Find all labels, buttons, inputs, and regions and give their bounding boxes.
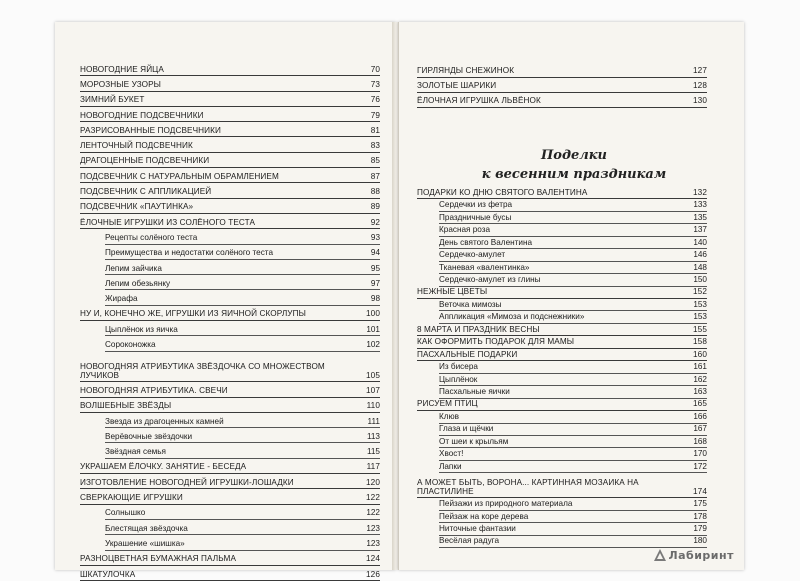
toc-entry xyxy=(80,77,380,91)
toc-entry xyxy=(80,490,380,504)
labirint-logo-icon xyxy=(654,549,666,561)
toc-entry-title: СВЕРКАЮЩИЕ ИГРУШКИ xyxy=(80,493,183,503)
toc-entry xyxy=(105,230,380,244)
toc-entry xyxy=(439,275,707,286)
toc-entry-page: 94 xyxy=(370,248,380,258)
toc-entry xyxy=(105,521,380,535)
toc-entry-title: Преимущества и недостатки солёного теста xyxy=(105,248,274,258)
toc-entry-title: Ниточные фантазии xyxy=(439,523,516,533)
toc-entry xyxy=(417,350,707,361)
toc-entry-page: 133 xyxy=(693,200,707,210)
toc-entry xyxy=(80,552,380,566)
toc-entry xyxy=(80,169,380,183)
toc-entry-title: РИСУЕМ ПТИЦ xyxy=(417,399,478,409)
toc-entry-title: Весёлая радуга xyxy=(439,536,500,546)
toc-entry-title: Цыплёнок из яичка xyxy=(105,324,178,334)
toc-entry xyxy=(80,200,380,214)
toc-entry xyxy=(80,399,380,413)
toc-entry-title: Сердечко-амулет из глины xyxy=(439,274,541,284)
toc-entry-title: Цыплёнок xyxy=(439,374,478,384)
toc-entry xyxy=(105,322,380,336)
toc-entry xyxy=(105,506,380,520)
toc-entry-page: 102 xyxy=(366,340,380,350)
toc-entry xyxy=(105,246,380,260)
toc-entry-title: Жирафа xyxy=(105,294,138,304)
toc-entry-page: 178 xyxy=(693,511,707,521)
toc-entry xyxy=(105,414,380,428)
toc-entry-page: 93 xyxy=(370,232,380,242)
toc-entry-page: 87 xyxy=(370,171,380,181)
toc-entry-title: Лапки xyxy=(439,461,462,471)
toc-entry-page: 153 xyxy=(693,299,707,309)
toc-entry-title: УКРАШАЕМ ЁЛОЧКУ. ЗАНЯТИЕ - БЕСЕДА xyxy=(80,462,247,472)
toc-entry-page: 97 xyxy=(370,278,380,288)
toc-entry xyxy=(439,313,707,324)
toc-entry-title: НОВОГОДНЯЯ АТРИБУТИКА ЗВЁЗДОЧКА СО МНОЖЕСТВОМ ЛУЧИКОВ xyxy=(80,362,325,380)
toc-entry-title: МОРОЗНЫЕ УЗОРЫ xyxy=(80,79,162,89)
toc-entry-page: 92 xyxy=(370,217,380,227)
publisher-logo xyxy=(654,549,734,562)
toc-entry-page: 158 xyxy=(693,337,707,347)
toc-entry-title: РАЗРИСОВАННЫЕ ПОДСВЕЧНИКИ xyxy=(80,125,221,135)
toc-entry-page: 73 xyxy=(370,79,380,89)
toc-entry-title: ШКАТУЛОЧКА xyxy=(80,569,136,579)
toc-entry-page: 89 xyxy=(370,202,380,212)
toc-entry-page: 113 xyxy=(366,431,380,441)
toc-entry-title: Украшение «шишка» xyxy=(105,538,185,548)
toc-entry-title: Пейзажи из природного материала xyxy=(439,499,573,509)
toc-entry-page: 127 xyxy=(693,66,707,76)
toc-entry xyxy=(105,536,380,550)
toc-entry-title: Глаза и щёчки xyxy=(439,424,494,434)
toc-entry xyxy=(80,475,380,489)
toc-entry-page: 126 xyxy=(366,569,380,579)
toc-entry-title: Звёздная семья xyxy=(105,447,166,457)
toc-entry-page: 128 xyxy=(693,81,707,91)
toc-entry-page: 162 xyxy=(693,374,707,384)
toc-entry-title: Блестящая звёздочка xyxy=(105,523,188,533)
toc-entry-title: Лепим обезьянку xyxy=(105,278,171,288)
toc-entry xyxy=(80,307,380,321)
toc-entry-title: Пейзаж на коре дерева xyxy=(439,511,529,521)
toc-entry xyxy=(439,499,707,510)
toc-entry xyxy=(439,225,707,236)
toc-entry-title: ЁЛОЧНАЯ ИГРУШКА ЛЬВЁНОК xyxy=(417,96,541,106)
toc-entry-page: 160 xyxy=(693,349,707,359)
toc-entry-title: ВОЛШЕБНЫЕ ЗВЁЗДЫ xyxy=(80,401,172,411)
toc-entry-title: ИЗГОТОВЛЕНИЕ НОВОГОДНЕЙ ИГРУШКИ-ЛОШАДКИ xyxy=(80,477,294,487)
toc-entry-page: 105 xyxy=(366,370,380,380)
toc-entry xyxy=(80,215,380,229)
toc-entry xyxy=(80,108,380,122)
toc-entry xyxy=(439,300,707,311)
toc-entry xyxy=(439,524,707,535)
toc-entry-page: 111 xyxy=(367,416,380,426)
toc-entry-title: Сороконожка xyxy=(105,340,156,350)
toc-entry-page: 161 xyxy=(693,362,707,372)
toc-entry-page: 152 xyxy=(693,287,707,297)
toc-entry-title: Рецепты солёного теста xyxy=(105,232,198,242)
toc-entry-page: 148 xyxy=(693,262,707,272)
toc-entry-page: 85 xyxy=(370,156,380,166)
toc-entry-page: 130 xyxy=(693,96,707,106)
toc-entry xyxy=(105,337,380,351)
toc-entry-page: 172 xyxy=(693,461,707,471)
toc-entry-page: 79 xyxy=(370,110,380,120)
toc-entry xyxy=(80,93,380,107)
toc-entry xyxy=(439,412,707,423)
toc-entry-title: Аппликация «Мимоза и подснежники» xyxy=(439,312,585,322)
toc-entry-page: 83 xyxy=(370,141,380,151)
toc-entry-title: ПОДСВЕЧНИК «ПАУТИНКА» xyxy=(80,202,194,212)
toc-entry xyxy=(80,353,380,383)
section-title-line2: к весенним праздникам xyxy=(481,167,667,182)
toc-entry-page: 175 xyxy=(693,499,707,509)
toc-entry-title: Из бисера xyxy=(439,362,478,372)
toc-entry-title: ГИРЛЯНДЫ СНЕЖИНОК xyxy=(417,66,515,76)
toc-entry-title: ПОДСВЕЧНИК С АППЛИКАЦИЕЙ xyxy=(80,187,212,197)
toc-entry-title: Звезда из драгоценных камней xyxy=(105,416,224,426)
toc-entry-page: 132 xyxy=(693,187,707,197)
toc-entry-page: 155 xyxy=(693,324,707,334)
toc-entry xyxy=(80,62,380,76)
toc-entry-page: 146 xyxy=(693,250,707,260)
toc-entry-title: ПАСХАЛЬНЫЕ ПОДАРКИ xyxy=(417,349,518,359)
toc-entry-page: 76 xyxy=(370,95,380,105)
toc-entry-title: РАЗНОЦВЕТНАЯ БУМАЖНАЯ ПАЛЬМА xyxy=(80,554,237,564)
toc-entry-page: 110 xyxy=(366,401,380,411)
toc-entry xyxy=(439,437,707,448)
toc-entry-title: От шеи к крыльям xyxy=(439,436,509,446)
toc-entry-page: 135 xyxy=(693,212,707,222)
toc-entry xyxy=(439,449,707,460)
toc-entry-title: Пасхальные яички xyxy=(439,387,510,397)
toc-entry-title: Красная роза xyxy=(439,225,491,235)
toc-entry-title: Хвост! xyxy=(439,449,464,459)
toc-entry-page: 88 xyxy=(370,187,380,197)
toc-entry-title: ЗОЛОТЫЕ ШАРИКИ xyxy=(417,81,497,91)
toc-entry-title: Клюв xyxy=(439,411,460,421)
toc-entry-page: 166 xyxy=(693,411,707,421)
toc-entry xyxy=(105,261,380,275)
toc-entry xyxy=(417,288,707,299)
toc-entry-page: 170 xyxy=(693,449,707,459)
toc-entry-page: 163 xyxy=(693,387,707,397)
toc-entry-page: 153 xyxy=(693,312,707,322)
toc-entry-page: 98 xyxy=(370,294,380,304)
toc-entry xyxy=(417,94,707,108)
toc-entry xyxy=(80,383,380,397)
toc-entry-page: 165 xyxy=(693,399,707,409)
toc-entry xyxy=(80,154,380,168)
toc-entry-page: 122 xyxy=(366,493,380,503)
toc-entry-title: 8 МАРТА И ПРАЗДНИК ВЕСНЫ xyxy=(417,324,540,334)
toc-entry xyxy=(439,213,707,224)
toc-entry-page: 124 xyxy=(366,554,380,564)
toc-entry xyxy=(417,64,707,78)
toc-entry-page: 123 xyxy=(366,538,380,548)
toc-entry-title: НЕЖНЫЕ ЦВЕТЫ xyxy=(417,287,488,297)
toc-entry xyxy=(417,325,707,336)
toc-entry-title: ПОДСВЕЧНИК С НАТУРАЛЬНЫМ ОБРАМЛЕНИЕМ xyxy=(80,171,279,181)
toc-entry-title: ПОДАРКИ КО ДНЮ СВЯТОГО ВАЛЕНТИНА xyxy=(417,187,588,197)
toc-entry-title: ЛЕНТОЧНЫЙ ПОДСВЕЧНИК xyxy=(80,141,193,151)
toc-entry xyxy=(439,387,707,398)
toc-entry-title: НОВОГОДНИЕ ЯЙЦА xyxy=(80,64,164,74)
toc-entry xyxy=(439,512,707,523)
toc-entry-page: 179 xyxy=(693,523,707,533)
toc-entry-title: НОВОГОДНЯЯ АТРИБУТИКА. СВЕЧИ xyxy=(80,385,228,395)
toc-entry-title: НУ И, КОНЕЧНО ЖЕ, ИГРУШКИ ИЗ ЯИЧНОЙ СКОРЛУПЫ xyxy=(80,309,306,319)
toc-entry-title: Тканевая «валентинка» xyxy=(439,262,530,272)
toc-entry-page: 180 xyxy=(693,536,707,546)
toc-entry-page: 107 xyxy=(366,385,380,395)
toc-entry-title: Сердечко-амулет xyxy=(439,250,506,260)
toc-entry xyxy=(439,362,707,373)
toc-entry xyxy=(439,200,707,211)
toc-entry xyxy=(439,250,707,261)
left-page xyxy=(55,22,396,579)
toc-entry-page: 174 xyxy=(693,486,707,496)
toc-entry-page: 123 xyxy=(366,523,380,533)
toc-entry xyxy=(439,238,707,249)
toc-entry-title: ЁЛОЧНЫЕ ИГРУШКИ ИЗ СОЛЁНОГО ТЕСТА xyxy=(80,217,256,227)
toc-entry xyxy=(439,263,707,274)
toc-entry xyxy=(105,292,380,306)
toc-entry-title: Верёвочные звёздочки xyxy=(105,431,193,441)
toc-entry xyxy=(80,567,380,581)
toc-entry-title: Лепим зайчика xyxy=(105,263,162,273)
toc-entry-title: А МОЖЕТ БЫТЬ, ВОРОНА... КАРТИННАЯ МОЗАИКА НА ПЛАСТИЛИНЕ xyxy=(417,478,639,496)
toc-entry-title: Солнышко xyxy=(105,508,146,518)
toc-entry-page: 150 xyxy=(693,274,707,284)
toc-entry xyxy=(417,474,707,498)
toc-entry-page: 70 xyxy=(370,64,380,74)
toc-entry-page: 117 xyxy=(366,462,380,472)
toc-entry xyxy=(417,79,707,93)
toc-entry-title: НОВОГОДНИЕ ПОДСВЕЧНИКИ xyxy=(80,110,204,120)
toc-entry-page: 168 xyxy=(693,436,707,446)
toc-entry-page: 120 xyxy=(366,477,380,487)
toc-entry xyxy=(417,400,707,411)
toc-entry-page: 95 xyxy=(370,263,380,273)
toc-entry xyxy=(105,276,380,290)
toc-entry xyxy=(439,462,707,473)
toc-entry xyxy=(80,123,380,137)
toc-entry-title: Праздничные бусы xyxy=(439,212,512,222)
toc-entry xyxy=(80,460,380,474)
toc-entry-title: День святого Валентина xyxy=(439,237,533,247)
toc-entry xyxy=(417,188,707,199)
toc-entry-page: 137 xyxy=(693,225,707,235)
right-page xyxy=(398,22,744,570)
toc-entry-title: Сердечки из фетра xyxy=(439,200,513,210)
toc-entry-title: КАК ОФОРМИТЬ ПОДАРОК ДЛЯ МАМЫ xyxy=(417,337,575,347)
toc-entry xyxy=(439,537,707,548)
publisher-logo-text: Лабиринт xyxy=(668,549,734,562)
toc-entry-title: ДРАГОЦЕННЫЕ ПОДСВЕЧНИКИ xyxy=(80,156,210,166)
toc-entry xyxy=(105,429,380,443)
toc-entry-page: 167 xyxy=(693,424,707,434)
toc-entry xyxy=(439,425,707,436)
toc-entry-title: Веточка мимозы xyxy=(439,299,502,309)
toc-entry-page: 140 xyxy=(693,237,707,247)
toc-entry xyxy=(439,375,707,386)
section-title-line1: Поделки xyxy=(540,148,608,163)
toc-entry-page: 122 xyxy=(366,508,380,518)
toc-entry xyxy=(80,139,380,153)
toc-entry xyxy=(105,445,380,459)
toc-entry xyxy=(417,337,707,348)
toc-entry-page: 115 xyxy=(366,447,380,457)
toc-entry-title: ЗИМНИЙ БУКЕТ xyxy=(80,95,145,105)
toc-entry-page: 101 xyxy=(366,324,380,334)
toc-entry xyxy=(80,184,380,198)
toc-entry-page: 100 xyxy=(366,309,380,319)
toc-entry-page: 81 xyxy=(370,125,380,135)
